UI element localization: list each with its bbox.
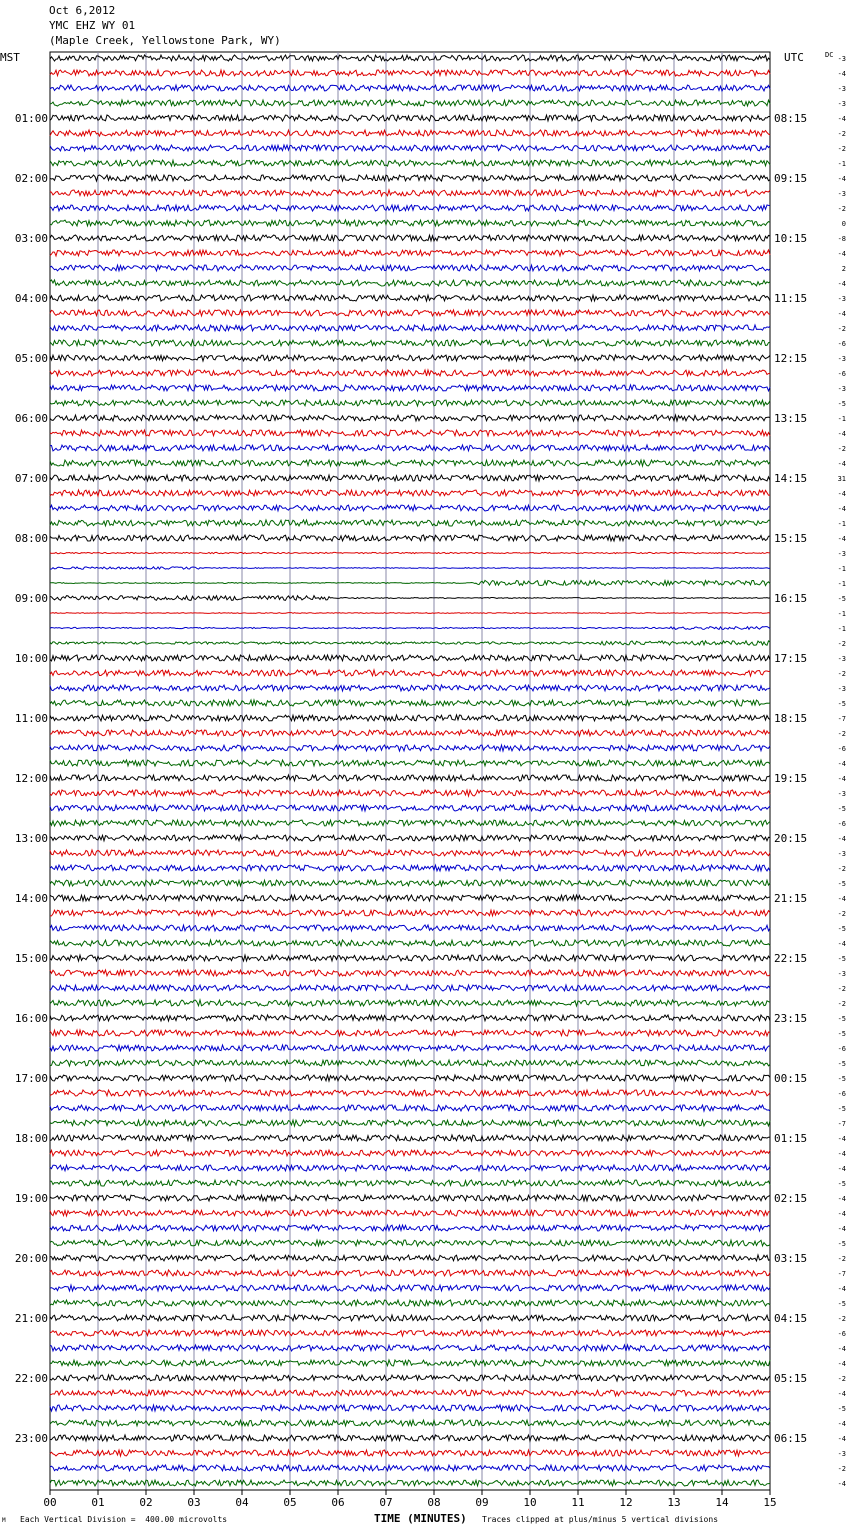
dc-label: DC (825, 51, 834, 59)
seismic-trace (50, 340, 770, 346)
utc-hour-label: 11:15 (774, 292, 808, 305)
mst-hour-label: 23:00 (14, 1432, 48, 1445)
seismic-trace (50, 940, 770, 946)
x-tick-label: 11 (571, 1496, 585, 1509)
x-tick-label: 07 (379, 1496, 393, 1509)
seismic-trace (50, 655, 770, 661)
seismic-trace (50, 430, 770, 436)
dc-offset-label: -6 (837, 340, 846, 348)
dc-offset-label: -6 (837, 820, 846, 828)
dc-offset-labels (838, 55, 846, 1488)
seismic-trace (50, 1300, 770, 1306)
seismic-trace (50, 1195, 770, 1201)
utc-hour-label: 01:15 (774, 1132, 808, 1145)
dc-offset-label: -4 (837, 895, 846, 903)
dc-offset-label: -2 (837, 1000, 846, 1008)
dc-offset-label: -4 (837, 760, 846, 768)
dc-offset-label: -5 (837, 805, 846, 813)
seismic-trace (50, 970, 770, 976)
traces (50, 55, 770, 1486)
seismic-trace (50, 1240, 770, 1246)
seismic-trace (50, 627, 770, 630)
mst-hour-label: 22:00 (14, 1372, 48, 1385)
dc-offset-label: -2 (837, 730, 846, 738)
seismic-trace (50, 520, 770, 526)
seismic-trace (50, 835, 770, 841)
seismic-trace (50, 567, 770, 569)
dc-offset-label: -4 (837, 1390, 846, 1398)
utc-hour-label: 15:15 (774, 532, 808, 545)
seismic-trace (50, 475, 770, 481)
mst-hour-label: 03:00 (14, 232, 48, 245)
x-tick-label: 06 (331, 1496, 345, 1509)
dc-offset-label: -4 (837, 460, 846, 468)
dc-offset-label: -4 (837, 1360, 846, 1368)
dc-offset-label: -2 (837, 145, 846, 153)
seismic-trace (50, 535, 770, 541)
dc-offset-label: -3 (837, 355, 846, 363)
utc-hour-label: 09:15 (774, 172, 808, 185)
seismic-trace (50, 1180, 770, 1186)
x-tick-label: 00 (43, 1496, 57, 1509)
utc-hour-label: 22:15 (774, 952, 808, 965)
x-tick-label: 14 (715, 1496, 729, 1509)
dc-offset-label: -4 (837, 1135, 846, 1143)
utc-hour-label: 12:15 (774, 352, 808, 365)
mst-hour-label: 10:00 (14, 652, 48, 665)
dc-offset-label: -2 (837, 910, 846, 918)
dc-offset-label: -7 (837, 1270, 846, 1278)
seismic-trace (50, 700, 770, 706)
seismic-trace (50, 385, 770, 391)
dc-offset-label: 0 (841, 220, 846, 228)
dc-offset-label: -4 (837, 505, 846, 513)
dc-offset-label: -1 (837, 625, 846, 633)
seismic-trace (50, 280, 770, 286)
seismic-trace (50, 685, 770, 691)
seismic-trace (50, 895, 770, 901)
dc-offset-label: -2 (837, 1315, 846, 1323)
seismic-trace (50, 85, 770, 91)
dc-offset-label: -2 (837, 1255, 846, 1263)
seismic-trace (50, 1255, 770, 1261)
x-tick-label: 03 (187, 1496, 201, 1509)
mst-hour-label: 19:00 (14, 1192, 48, 1205)
seismic-trace (50, 295, 770, 301)
seismic-trace (50, 445, 770, 451)
x-tick-label: 12 (619, 1496, 633, 1509)
header-station: YMC EHZ WY 01 (49, 19, 136, 32)
seismic-trace (50, 1405, 770, 1411)
seismic-trace (50, 1390, 770, 1396)
dc-offset-label: -1 (837, 160, 846, 168)
seismic-trace (50, 1135, 770, 1141)
dc-offset-label: -2 (837, 325, 846, 333)
mst-hour-label: 18:00 (14, 1132, 48, 1145)
footer-mark: M (2, 1517, 6, 1524)
mst-hour-label: 20:00 (14, 1252, 48, 1265)
dc-offset-label: -3 (837, 385, 846, 393)
dc-offset-label: -6 (837, 370, 846, 378)
grid-lines (50, 52, 770, 1490)
seismic-trace (50, 1030, 770, 1036)
seismic-trace (50, 325, 770, 331)
dc-offset-label: -7 (837, 715, 846, 723)
seismic-trace (50, 1450, 770, 1456)
seismic-trace (50, 460, 770, 466)
seismic-trace (50, 1285, 770, 1291)
dc-offset-label: -2 (837, 205, 846, 213)
dc-offset-label: -3 (837, 970, 846, 978)
seismic-trace (50, 580, 770, 585)
seismic-trace (50, 850, 770, 856)
dc-offset-label: -7 (837, 1120, 846, 1128)
seismic-trace (50, 1375, 770, 1381)
utc-hour-label: 17:15 (774, 652, 808, 665)
plot-frame (50, 52, 770, 1490)
mst-hour-label: 09:00 (14, 592, 48, 605)
dc-offset-label: -5 (837, 955, 846, 963)
seismic-trace (50, 250, 770, 256)
header-date: Oct 6,2012 (49, 4, 116, 17)
seismic-trace (50, 1075, 770, 1081)
seismic-trace (50, 1210, 770, 1216)
dc-offset-label: -2 (837, 1375, 846, 1383)
dc-offset-label: -2 (837, 985, 846, 993)
mst-hour-label: 07:00 (14, 472, 48, 485)
seismic-trace (50, 505, 770, 511)
seismic-trace (50, 1015, 770, 1021)
seismic-trace (50, 1345, 770, 1351)
x-tick-label: 15 (763, 1496, 777, 1509)
mst-hour-label: 02:00 (14, 172, 48, 185)
x-tick-label: 09 (475, 1496, 489, 1509)
seismic-trace (50, 775, 770, 781)
dc-offset-label: -4 (837, 115, 846, 123)
mst-hour-label: 21:00 (14, 1312, 48, 1325)
dc-offset-label: -1 (837, 610, 846, 618)
dc-offset-label: -2 (837, 1465, 846, 1473)
seismic-trace (50, 1165, 770, 1171)
dc-offset-label: -4 (837, 250, 846, 258)
utc-hour-label: 02:15 (774, 1192, 808, 1205)
seismic-trace (50, 310, 770, 316)
dc-offset-label: -3 (837, 1450, 846, 1458)
x-tick-label: 08 (427, 1496, 441, 1509)
seismic-trace (50, 160, 770, 166)
seismic-trace (50, 55, 770, 61)
seismic-trace (50, 880, 770, 886)
utc-hour-label: 20:15 (774, 832, 808, 845)
dc-offset-label: -4 (837, 490, 846, 498)
dc-offset-label: -5 (837, 400, 846, 408)
dc-offset-label: -3 (837, 85, 846, 93)
mst-hour-label: 11:00 (14, 712, 48, 725)
mst-hour-label: 08:00 (14, 532, 48, 545)
dc-offset-label: -4 (837, 1420, 846, 1428)
utc-hour-label: 05:15 (774, 1372, 808, 1385)
dc-offset-label: -2 (837, 670, 846, 678)
utc-hour-label: 16:15 (774, 592, 808, 605)
utc-hour-label: 04:15 (774, 1312, 808, 1325)
seismic-trace (50, 1435, 770, 1441)
dc-offset-label: -5 (837, 700, 846, 708)
utc-hour-label: 08:15 (774, 112, 808, 125)
seismic-trace (50, 670, 770, 676)
seismic-trace (50, 1480, 770, 1486)
dc-offset-label: -4 (837, 835, 846, 843)
x-tick-label: 02 (139, 1496, 153, 1509)
dc-offset-label: -4 (837, 280, 846, 288)
dc-offset-label: -5 (837, 1300, 846, 1308)
utc-hour-label: 18:15 (774, 712, 808, 725)
clip-note: Traces clipped at plus/minus 5 vertical divisions (482, 1515, 719, 1524)
utc-hour-label: 19:15 (774, 772, 808, 785)
dc-offset-label: -2 (837, 445, 846, 453)
dc-offset-label: -5 (837, 880, 846, 888)
dc-offset-label: -2 (837, 640, 846, 648)
dc-offset-label: -1 (837, 565, 846, 573)
seismic-trace (50, 910, 770, 916)
mst-hour-label: 12:00 (14, 772, 48, 785)
x-tick-label: 01 (91, 1496, 105, 1509)
mst-hour-label: 16:00 (14, 1012, 48, 1025)
dc-offset-label: -5 (837, 1105, 846, 1113)
seismic-trace (50, 820, 770, 826)
mst-hour-label: 06:00 (14, 412, 48, 425)
utc-hour-label: 10:15 (774, 232, 808, 245)
dc-offset-label: -1 (837, 520, 846, 528)
dc-offset-label: 2 (841, 265, 846, 273)
seismic-trace (50, 115, 770, 121)
seismic-trace (50, 955, 770, 961)
dc-offset-label: -6 (837, 745, 846, 753)
utc-hour-label: 03:15 (774, 1252, 808, 1265)
seismic-trace (50, 1270, 770, 1276)
dc-offset-label: -4 (837, 1435, 846, 1443)
x-tick-label: 13 (667, 1496, 681, 1509)
dc-offset-label: -5 (837, 595, 846, 603)
seismic-trace (50, 985, 770, 991)
seismic-trace (50, 1225, 770, 1231)
dc-offset-label: -4 (837, 1345, 846, 1353)
dc-offset-label: -5 (837, 1015, 846, 1023)
seismic-trace (50, 865, 770, 871)
dc-offset-label: -6 (837, 1045, 846, 1053)
dc-offset-label: -4 (837, 775, 846, 783)
seismic-trace (50, 175, 770, 181)
mst-hour-label: 05:00 (14, 352, 48, 365)
seismic-trace (50, 730, 770, 736)
x-tick-label: 05 (283, 1496, 297, 1509)
dc-offset-label: -1 (837, 580, 846, 588)
dc-offset-label: -4 (837, 1210, 846, 1218)
dc-offset-label: -6 (837, 1090, 846, 1098)
seismic-trace (50, 355, 770, 361)
mst-hour-label: 17:00 (14, 1072, 48, 1085)
seismic-trace (50, 130, 770, 136)
seismic-trace (50, 205, 770, 211)
seismic-trace (50, 1000, 770, 1006)
dc-offset-label: -5 (837, 1075, 846, 1083)
dc-offset-label: -3 (837, 100, 846, 108)
dc-offset-label: -2 (837, 865, 846, 873)
seismic-trace (50, 613, 770, 614)
mst-hour-label: 13:00 (14, 832, 48, 845)
dc-offset-label: -3 (837, 850, 846, 858)
seismic-trace (50, 1315, 770, 1321)
dc-offset-label: -5 (837, 925, 846, 933)
left-timezone-label: MST (0, 51, 20, 64)
right-timezone-label: UTC (784, 51, 804, 64)
dc-offset-label: -4 (837, 1150, 846, 1158)
dc-offset-label: -4 (837, 70, 846, 78)
dc-offset-label: -4 (837, 1165, 846, 1173)
seismic-trace (50, 490, 770, 496)
dc-offset-label: -3 (837, 55, 846, 63)
dc-offset-label: -1 (837, 415, 846, 423)
utc-hour-label: 23:15 (774, 1012, 808, 1025)
dc-offset-label: -3 (837, 295, 846, 303)
mst-hour-label: 04:00 (14, 292, 48, 305)
dc-offset-label: -5 (837, 1405, 846, 1413)
utc-hour-label: 00:15 (774, 1072, 808, 1085)
seismic-trace (50, 1420, 770, 1426)
dc-offset-label: -3 (837, 655, 846, 663)
seismic-trace (50, 370, 770, 376)
seismic-trace (50, 400, 770, 406)
seismic-trace (50, 641, 770, 645)
seismic-trace (50, 715, 770, 721)
seismic-trace (50, 1105, 770, 1111)
seismic-trace (50, 1120, 770, 1126)
dc-offset-label: -4 (837, 940, 846, 948)
x-axis (43, 1490, 776, 1509)
x-axis-title: TIME (MINUTES) (374, 1512, 467, 1525)
utc-hour-label: 13:15 (774, 412, 808, 425)
dc-offset-label: -4 (837, 535, 846, 543)
x-tick-label: 04 (235, 1496, 249, 1509)
dc-offset-label: -3 (837, 550, 846, 558)
header-location: (Maple Creek, Yellowstone Park, WY) (49, 34, 281, 47)
seismic-trace (50, 1360, 770, 1366)
dc-offset-label: -4 (837, 310, 846, 318)
mst-hour-label: 01:00 (14, 112, 48, 125)
dc-offset-label: -8 (837, 235, 846, 243)
mst-hour-label: 15:00 (14, 952, 48, 965)
seismic-trace (50, 1330, 770, 1336)
seismic-trace (50, 790, 770, 796)
seismic-trace (50, 745, 770, 751)
dc-offset-label: -4 (837, 175, 846, 183)
seismic-trace (50, 190, 770, 196)
seismic-trace (50, 1090, 770, 1096)
utc-hour-label: 06:15 (774, 1432, 808, 1445)
seismic-trace (50, 70, 770, 76)
seismic-trace (50, 596, 770, 601)
dc-offset-label: -4 (837, 1480, 846, 1488)
seismic-trace (50, 760, 770, 766)
seismic-trace (50, 1150, 770, 1156)
dc-offset-label: -3 (837, 685, 846, 693)
seismic-trace (50, 1060, 770, 1066)
seismic-trace (50, 925, 770, 931)
utc-hour-label: 21:15 (774, 892, 808, 905)
utc-hour-label: 14:15 (774, 472, 808, 485)
dc-offset-label: -5 (837, 1030, 846, 1038)
seismic-trace (50, 145, 770, 151)
dc-offset-label: -5 (837, 1060, 846, 1068)
seismic-trace (50, 415, 770, 421)
seismic-trace (50, 552, 770, 553)
seismic-trace (50, 805, 770, 811)
dc-offset-label: -5 (837, 1240, 846, 1248)
scale-note: Each Vertical Division = 400.00 microvolts (20, 1515, 228, 1524)
dc-offset-label: -4 (837, 1285, 846, 1293)
seismic-trace (50, 265, 770, 271)
seismic-trace (50, 220, 770, 226)
dc-offset-label: -4 (837, 430, 846, 438)
dc-offset-label: -2 (837, 130, 846, 138)
dc-offset-label: 31 (837, 475, 846, 483)
dc-offset-label: -3 (837, 790, 846, 798)
dc-offset-label: -4 (837, 1195, 846, 1203)
dc-offset-label: -4 (837, 1225, 846, 1233)
dc-offset-label: -5 (837, 1180, 846, 1188)
seismic-trace (50, 235, 770, 241)
dc-offset-label: -3 (837, 190, 846, 198)
dc-offset-label: -6 (837, 1330, 846, 1338)
seismic-trace (50, 1465, 770, 1471)
seismic-trace (50, 1045, 770, 1051)
seismic-trace (50, 100, 770, 106)
x-tick-label: 10 (523, 1496, 537, 1509)
mst-hour-label: 14:00 (14, 892, 48, 905)
